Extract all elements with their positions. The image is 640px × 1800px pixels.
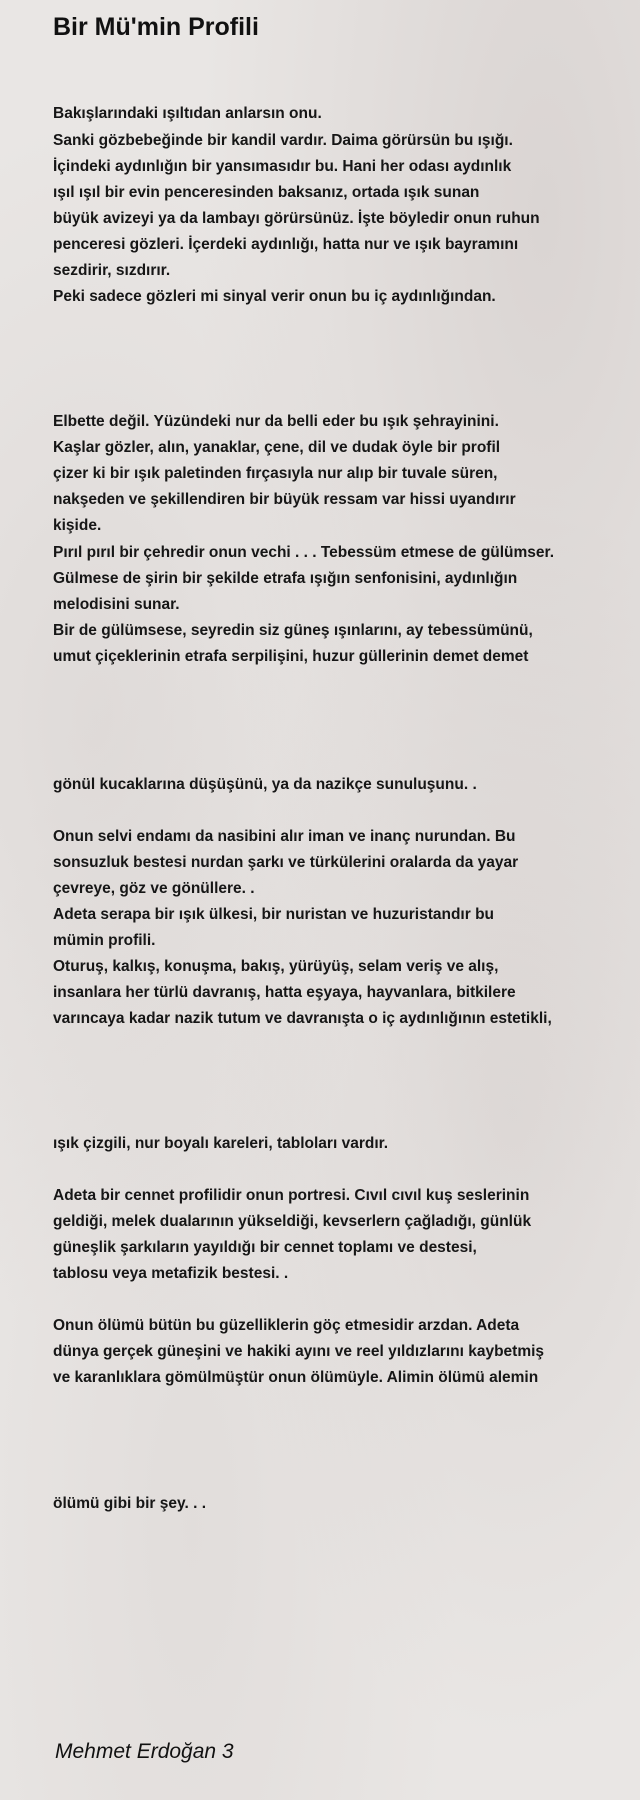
poem-line: ve karanlıklara gömülmüştür onun ölümüyle. Alimin ölümü alemin: [53, 1369, 539, 1386]
poem-line: güneşlik şarkıların yayıldığı bir cennet toplamı ve destesi,: [53, 1239, 477, 1256]
poem-line: Adeta serapa bir ışık ülkesi, bir nuristan ve huzuristandır bu: [53, 906, 495, 923]
poem-line: Pırıl pırıl bir çehredir onun vechi . . . Tebessüm etmese de gülümser.: [53, 544, 555, 561]
poem-line: Peki sadece gözleri mi sinyal verir onun bu iç aydınlığından.: [53, 288, 496, 305]
poem-line: ölümü gibi bir şey. . .: [53, 1495, 207, 1512]
poem-line: dünya gerçek güneşini ve hakiki ayını ve reel yıldızlarını kaybetmiş: [53, 1343, 545, 1360]
poem-line: büyük avizeyi ya da lambayı görürsünüz. İşte böyledir onun ruhun: [53, 210, 540, 227]
poem-line: insanlara her türlü davranış, hatta eşyaya, hayvanlara, bitkilere: [53, 984, 516, 1001]
poem-line: Gülmese de şirin bir şekilde etrafa ışığın senfonisini, aydınlığın: [53, 570, 518, 587]
poem-title: Bir Mü'min Profili: [53, 13, 259, 41]
poem-line: çevreye, göz ve gönüllere. .: [53, 880, 255, 897]
poem-line: Sanki gözbebeğinde bir kandil vardır. Daima görürsün bu ışığı.: [53, 132, 513, 149]
poem-line: Elbette değil. Yüzündeki nur da belli eder bu ışık şehrayinini.: [53, 413, 499, 430]
poem-line: penceresi gözleri. İçerdeki aydınlığı, hatta nur ve ışık bayramını: [53, 236, 519, 253]
poem-line: İçindeki aydınlığın bir yansımasıdır bu. Hani her odası aydınlık: [53, 158, 512, 175]
poem-line: melodisini sunar.: [53, 596, 180, 613]
poem-line: çizer ki bir ışık paletinden fırçasıyla nur alıp bir tuvale süren,: [53, 465, 498, 482]
poem-line: Onun ölümü bütün bu güzelliklerin göç etmesidir arzdan. Adeta: [53, 1317, 520, 1334]
poem-line: sonsuzluk bestesi nurdan şarkı ve türkülerini oralarda da yayar: [53, 854, 519, 871]
poem-line: Bir de gülümsese, seyredin siz güneş ışınlarını, ay tebessümünü,: [53, 622, 533, 639]
poem-line: sezdirir, sızdırır.: [53, 262, 171, 279]
poem-line: nakşeden ve şekillendiren bir büyük ressam var hissi uyandırır: [53, 491, 516, 508]
poem-line: varıncaya kadar nazik tutum ve davranışta o iç aydınlığının estetikli,: [53, 1010, 552, 1027]
poem-line: gönül kucaklarına düşüşünü, ya da nazikçe sunuluşunu. .: [53, 776, 477, 793]
poem-line: Onun selvi endamı da nasibini alır iman ve inanç nurundan. Bu: [53, 828, 516, 845]
poem-line: Adeta bir cennet profilidir onun portresi. Cıvıl cıvıl kuş seslerinin: [53, 1187, 530, 1204]
author-signature: Mehmet Erdoğan 3: [55, 1740, 234, 1763]
poem-line: mümin profili.: [53, 932, 156, 949]
poem-line: ışık çizgili, nur boyalı kareleri, tabloları vardır.: [53, 1135, 389, 1152]
poem-line: Bakışlarındaki ışıltıdan anlarsın onu.: [53, 105, 322, 122]
poem-line: Oturuş, kalkış, konuşma, bakış, yürüyüş, selam veriş ve alış,: [53, 958, 499, 975]
poem-line: Kaşlar gözler, alın, yanaklar, çene, dil ve dudak öyle bir profil: [53, 439, 501, 456]
poem-line: umut çiçeklerinin etrafa serpilişini, huzur güllerinin demet demet: [53, 648, 529, 665]
poem-line: tablosu veya metafizik bestesi. .: [53, 1265, 289, 1282]
poem-line: geldiği, melek dualarının yükseldiği, kevserlern çağladığı, günlük: [53, 1213, 532, 1230]
poem-line: ışıl ışıl bir evin penceresinden baksanız, ortada ışık sunan: [53, 184, 480, 201]
poem-line: kişide.: [53, 517, 102, 534]
